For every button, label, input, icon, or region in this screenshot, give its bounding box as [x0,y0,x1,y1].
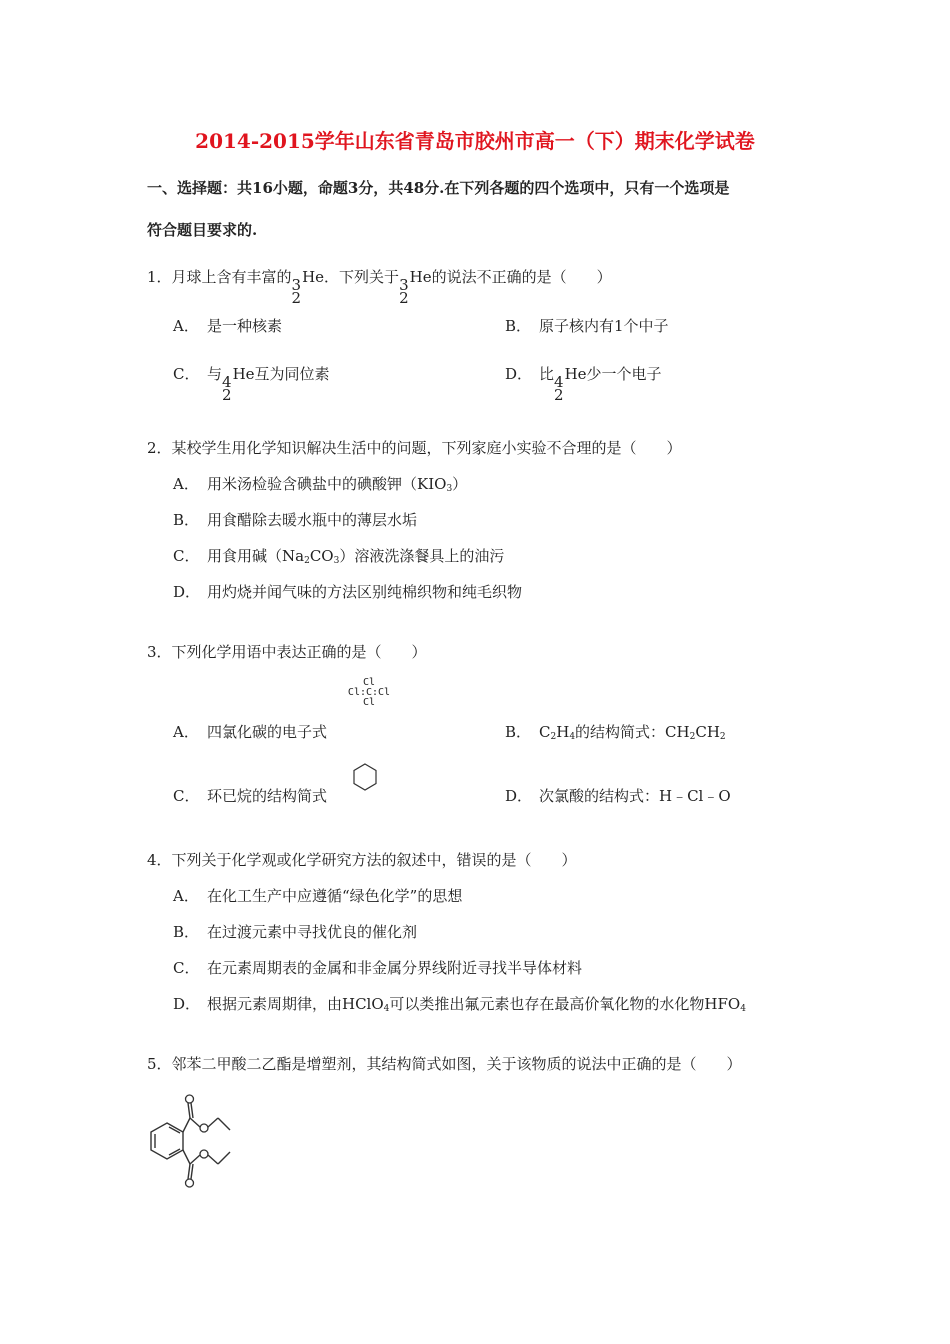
cyclohexane-structure [352,762,378,792]
question-1-option-d: D． 比 4 2 He少一个电子 [505,365,662,404]
document-title: 2014-2015学年山东省青岛市胶州市高一（下）期末化学试卷 [195,129,755,153]
question-4-option-c: C． 在元素周期表的金属和非金属分界线附近寻找半导体材料 [173,959,583,977]
isotope-he3: 3 2 [399,276,409,307]
question-2-option-d: D． 用灼烧并闻气味的方法区别纯棉织物和纯毛织物 [173,583,523,601]
isotope-he4: 4 2 [554,373,564,404]
question-3-stem: 3．下列化学用语中表达正确的是（ ） [147,643,427,661]
question-1-option-c: C． 与 4 2 He互为同位素 [173,365,330,404]
question-4-option-d: D． 根据元素周期律，由HClO$_4$可以类推出氟元素也存在最高价氧化物的水化物$HFO_4$ [173,995,746,1014]
question-3-option-c: C． 环已烷的结构简式 [173,787,328,805]
question-1-option-a: A． 是一种核素 [173,317,283,335]
isotope-he4: 4 2 [222,373,232,404]
section-heading-line2: 符合题目要求的. [147,221,258,239]
question-2-option-b: B． 用食醋除去暖水瓶中的薄层水垢 [173,511,418,529]
isotope-he3: 3 2 [291,276,302,307]
question-1-stem: 1．月球上含有丰富的 3 2 He．下列关于 3 2 He的说法不正确的是（ ） [147,268,612,307]
question-3-option-a: A． 四氯化碳的电子式 [173,723,328,741]
section-heading-line1: 一、选择题：共16小题，命题3分，共48分.在下列各题的四个选项中，只有一个选项是 [147,179,730,197]
question-4-stem: 4．下列关于化学观或化学研究方法的叙述中，错误的是（ ） [147,851,577,869]
question-5-stem: 5．邻苯二甲酸二乙酯是增塑剂，其结构简式如图，关于该物质的说法中正确的是（ ） [147,1055,742,1073]
question-2-stem: 2．某校学生用化学知识解决生活中的问题，下列家庭小实验不合理的是（ ） [147,439,682,457]
question-4-option-b: B． 在过渡元素中寻找优良的催化剂 [173,923,418,941]
question-3-option-d: D． 次氯酸的结构式：H﹣Cl﹣O [505,787,731,805]
question-1-option-b: B． 原子核内有1个中子 [505,317,669,335]
question-2-option-c: C． 用食用碱$(Na_2CO_3)$溶液洗涤餐具上的油污 [173,547,505,566]
question-3-option-b: B． $C_2H_4$的结构简式：$CH_2CH_2$ [505,723,726,742]
diethyl-phthalate-structure [140,1090,240,1202]
ccl4-electron-formula: Cl Cl:C:Cl Cl [347,677,391,708]
question-2-option-a: A． 用米汤检验含碘盐中的碘酸钾$(KIO_3)$ [173,475,468,494]
question-4-option-a: A． 在化工生产中应遵循“绿色化学”的思想 [173,887,463,905]
